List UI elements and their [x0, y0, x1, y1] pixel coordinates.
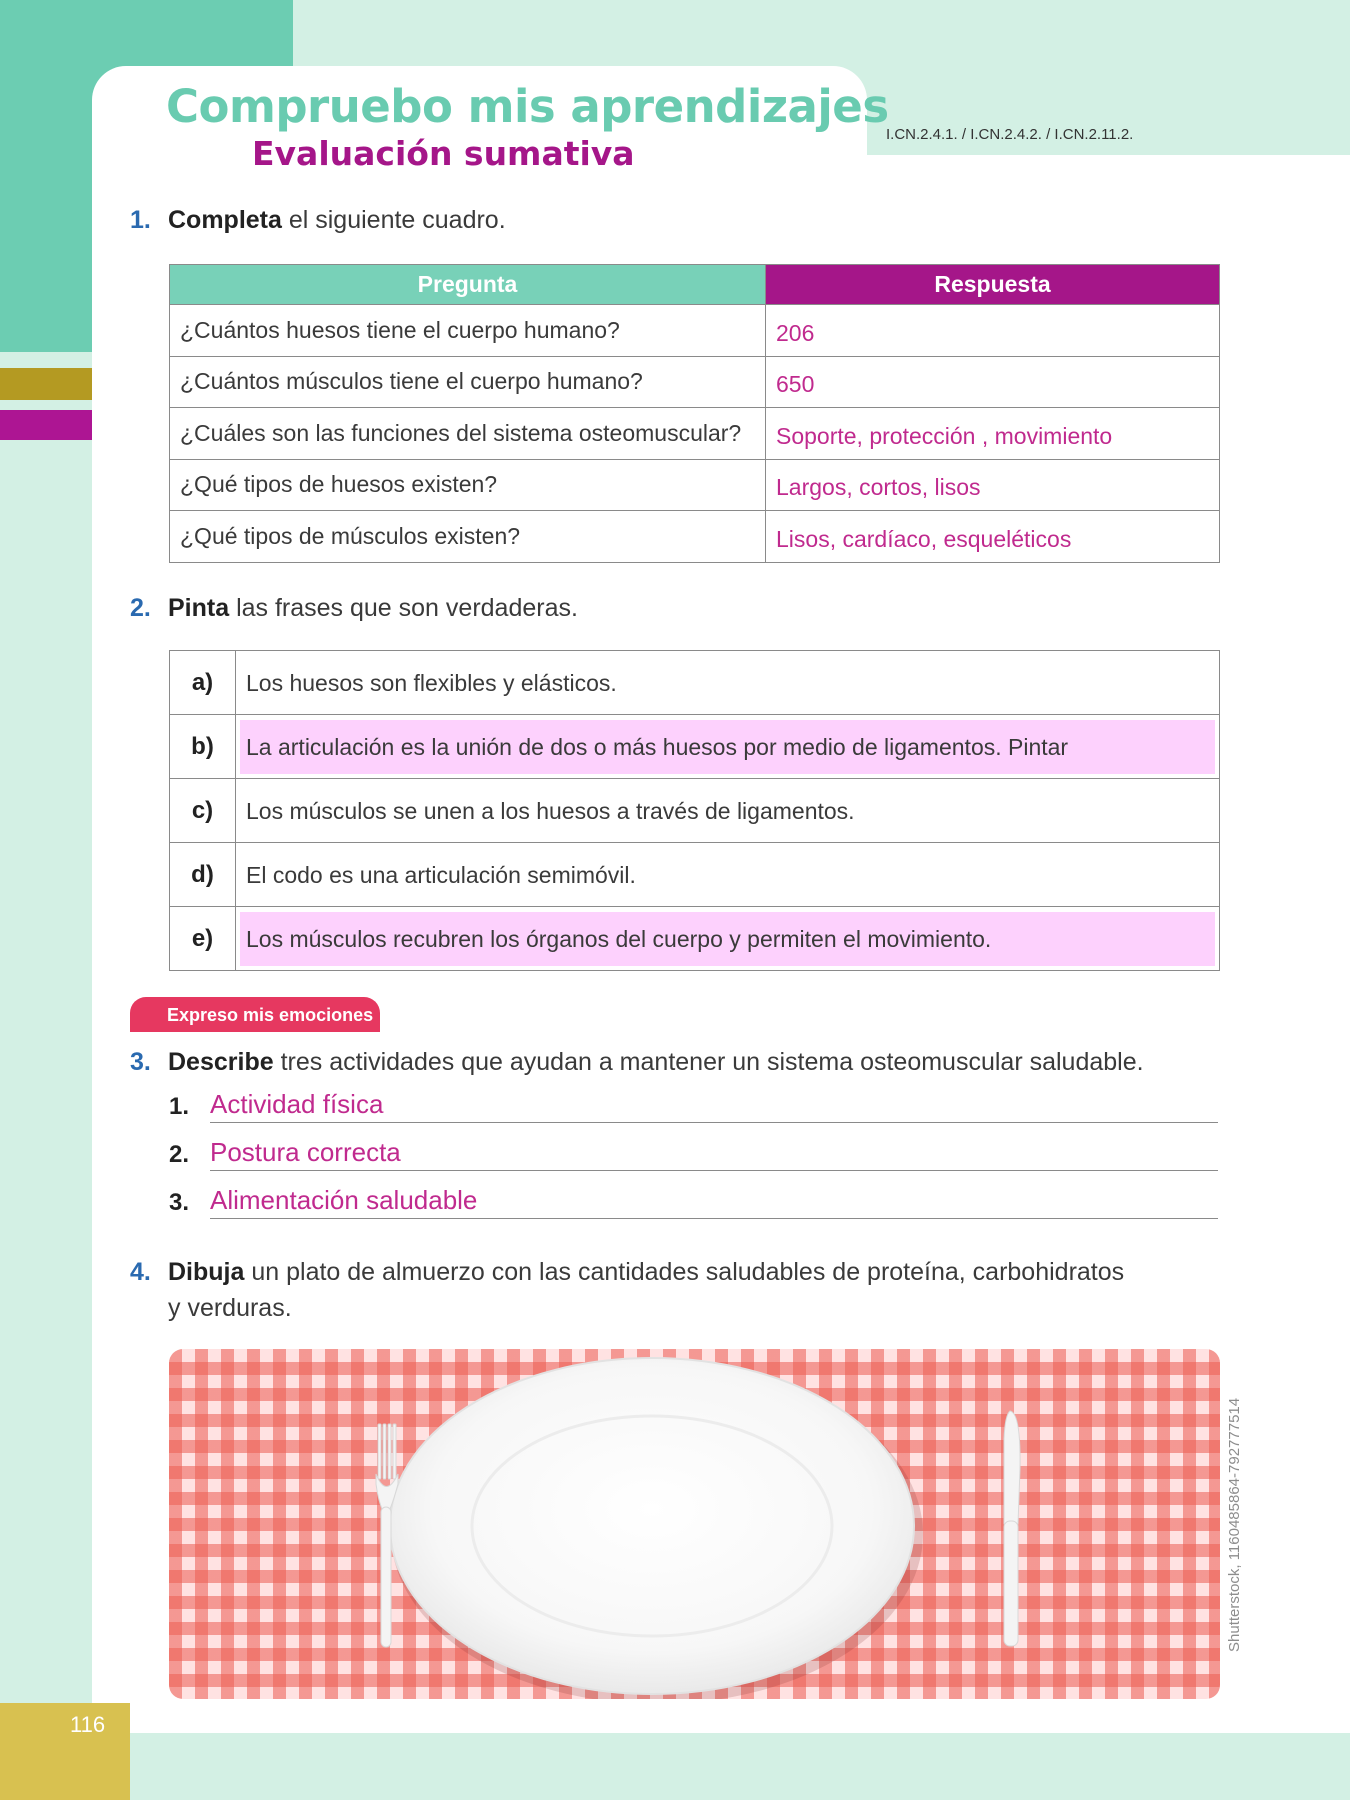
page-number-box: [0, 1703, 130, 1800]
question-3-number: 3.: [130, 1048, 151, 1076]
column-header-answer: Respuesta: [766, 265, 1220, 305]
question-1: [130, 206, 506, 235]
answer-cell[interactable]: 206: [766, 305, 1220, 357]
statement-text: La articulación es la unión de dos o más huesos por medio de ligamentos. Pintar: [240, 720, 1215, 774]
column-header-question: Pregunta: [170, 265, 766, 305]
answer-cell[interactable]: Lisos, cardíaco, esqueléticos: [766, 511, 1220, 563]
true-statements-table: [169, 650, 1220, 971]
question-2-verb: Pinta: [168, 594, 230, 622]
decorative-gold-bar: [0, 368, 92, 400]
question-cell: ¿Qué tipos de músculos existen?: [170, 511, 766, 563]
statement-label: c): [170, 779, 236, 843]
question-cell: ¿Cuántos músculos tiene el cuerpo humano?: [170, 356, 766, 408]
question-answer-table: [169, 264, 1220, 563]
question-cell: ¿Cuántos huesos tiene el cuerpo humano?: [170, 305, 766, 357]
question-3-text: tres actividades que ayudan a mantener un sistema osteomuscular saludable.: [273, 1048, 1144, 1076]
emotions-section-tab: Expreso mis emociones: [130, 997, 380, 1032]
statement-row: [170, 907, 1220, 971]
statement-text: El codo es una articulación semimóvil.: [246, 861, 636, 888]
statement-row: [170, 843, 1220, 907]
plate-illustration: [169, 1349, 1220, 1699]
statement-label: d): [170, 843, 236, 907]
question-4: [130, 1254, 1124, 1326]
table-row: [170, 305, 1220, 357]
question-4-text-continued: y verduras.: [168, 1294, 292, 1322]
question-2-number: 2.: [130, 594, 151, 622]
statement-text: Los huesos son flexibles y elásticos.: [246, 669, 617, 696]
statement-row: [170, 651, 1220, 715]
bottom-band: [0, 1733, 1350, 1800]
question-1-text: el siguiente cuadro.: [281, 206, 506, 234]
question-cell: ¿Cuáles son las funciones del sistema osteomuscular?: [170, 408, 766, 460]
statement-label: b): [170, 715, 236, 779]
answer-line: [169, 1137, 1220, 1177]
statement-cell[interactable]: [236, 843, 1220, 907]
statement-row: [170, 715, 1220, 779]
table-row: [170, 511, 1220, 563]
answer-number: 1.: [169, 1093, 190, 1120]
page-number: 116: [70, 1712, 106, 1737]
page-title: Compruebo mis aprendizajes: [166, 80, 889, 133]
answer-cell[interactable]: 650: [766, 356, 1220, 408]
statement-cell[interactable]: [236, 779, 1220, 843]
answer-cell[interactable]: Soporte, protección , movimiento: [766, 408, 1220, 460]
question-1-verb: Completa: [168, 206, 282, 234]
answer-number: 2.: [169, 1141, 190, 1168]
question-4-verb: Dibuja: [168, 1258, 245, 1286]
statement-row: [170, 779, 1220, 843]
question-cell: ¿Qué tipos de huesos existen?: [170, 459, 766, 511]
answer-number: 3.: [169, 1189, 190, 1216]
answer-field[interactable]: Actividad física: [210, 1089, 1218, 1123]
question-4-text: un plato de almuerzo con las cantidades saludables de proteína, carbohidratos: [244, 1258, 1125, 1286]
statement-cell-highlighted[interactable]: [236, 715, 1220, 779]
statement-text: Los músculos recubren los órganos del cuerpo y permiten el movimiento.: [240, 912, 1215, 966]
page-subtitle: Evaluación sumativa: [252, 134, 635, 173]
table-row: [170, 356, 1220, 408]
decorative-magenta-bar: [0, 410, 92, 440]
question-3: [130, 1048, 1144, 1077]
statement-label: a): [170, 651, 236, 715]
answer-line: [169, 1185, 1220, 1225]
question-4-number: 4.: [130, 1258, 151, 1286]
question-1-number: 1.: [130, 206, 151, 234]
question-2-text: las frases que son verdaderas.: [229, 594, 578, 622]
curriculum-indicators: I.CN.2.4.1. / I.CN.2.4.2. / I.CN.2.11.2.: [886, 126, 1134, 143]
knife-icon: [1004, 1411, 1020, 1646]
answer-field[interactable]: Alimentación saludable: [210, 1185, 1218, 1219]
answer-cell[interactable]: Largos, cortos, lisos: [766, 459, 1220, 511]
answer-field[interactable]: Postura correcta: [210, 1137, 1218, 1171]
statement-cell[interactable]: [236, 651, 1220, 715]
table-row: [170, 459, 1220, 511]
question-2: [130, 594, 578, 623]
statement-cell-highlighted[interactable]: [236, 907, 1220, 971]
plate-icon: [390, 1358, 914, 1694]
table-row: [170, 408, 1220, 460]
answer-line: [169, 1089, 1220, 1129]
image-credit: Shutterstock, 1160485864-792777514: [1226, 1397, 1243, 1652]
question-3-verb: Describe: [168, 1048, 274, 1076]
statement-label: e): [170, 907, 236, 971]
drawing-area-placemat[interactable]: [169, 1349, 1220, 1699]
statement-text: Los músculos se unen a los huesos a través de ligamentos.: [246, 797, 855, 824]
